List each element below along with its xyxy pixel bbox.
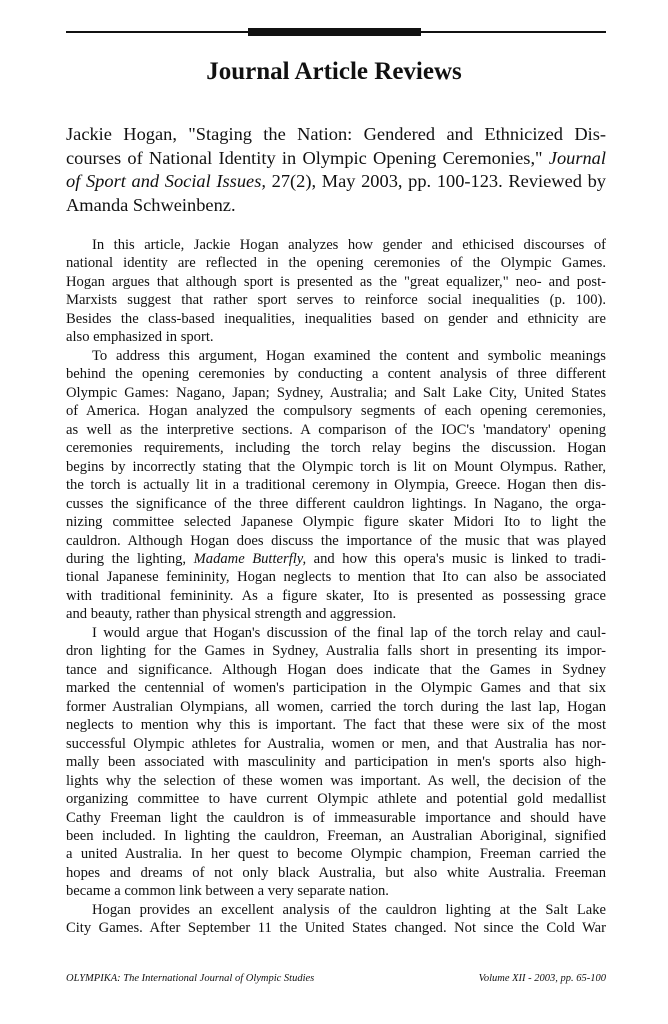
text-line: begins by incorrectly stating that the Olympic torch is lit on Mount Olympus. Rather, (66, 458, 606, 475)
text-line: Besides the class-based inequalities, inequalities based on gender and ethnicity are (66, 310, 606, 327)
paragraph-2 (66, 347, 606, 624)
text-line: To address this argument, Hogan examined the content and symbolic meanings (92, 347, 606, 364)
text-line: I would argue that Hogan's discussion of the final lap of the torch relay and caul- (92, 624, 606, 641)
page-title: Journal Article Reviews (206, 58, 462, 85)
text-line: Cathy Freeman light the cauldron is of immeasurable importance and should have (66, 809, 606, 826)
text-line: the torch is actually lit in a traditional ceremony in Olympia, Greece. Hogan then dis- (66, 477, 606, 494)
text-line: In this article, Jackie Hogan analyzes how gender and ethicised discourses of (92, 237, 606, 253)
text-line: marked the centennial of women's participation in the Olympic Games and that six (66, 680, 606, 697)
text-line: behind the opening ceremonies by conducting a content analysis of three different (66, 366, 606, 383)
text-line: with traditional femininity. As a figure skater, Ito is presented as possessing grace (66, 587, 606, 604)
text-line: became a common link between a very separate nation. (66, 883, 389, 900)
text-line: of America. Hogan analyzed the compulsory segments of each opening ceremonies, (66, 403, 606, 420)
text-line: City Games. After September 11 the United States changed. Not since the Cold War (66, 920, 606, 937)
text-line: and beauty, rather than physical strength and aggression. (66, 606, 397, 623)
text-fragment: and how this opera's music is linked to tradi- (306, 550, 606, 567)
text-line: neglects to mention why this is important. The fact that these were six of the most (66, 717, 606, 734)
text-line: dron lighting for the Games in Sydney, Australia falls short in presenting its impor- (66, 643, 606, 660)
text-line: ceremonies requirements, including the torch relay begins the discussion. Hogan (66, 440, 606, 457)
text-line: as well as the interpretive sections. A comparison of the IOC's 'mandatory' opening (66, 421, 606, 438)
text-line: nizing committee selected Japanese Olympic figure skater Midori Ito to light the (66, 514, 606, 531)
text-line: mally been associated with masculinity and participation in men's sports also high- (66, 754, 606, 771)
text-line: Hogan argues that although sport is presented as the "great equalizer," neo- and post- (66, 273, 606, 290)
article-citation (66, 123, 606, 217)
text-line: a united Australia. In her quest to become Olympic champion, Freeman carried the (66, 846, 606, 863)
text-line: hopes and dreams of not only black Australia, but also white Australia. Freeman (66, 864, 606, 881)
text-line: former Australian Olympians, all women, carried the torch during the last lap, Hogan (66, 698, 606, 715)
text-line: been included. In lighting the cauldron, Freeman, an Australian Aboriginal, signified (66, 828, 606, 844)
text-fragment: during the lighting, (66, 550, 194, 567)
text-line: lights why the selection of these women was important. As well, the decision of the (66, 772, 606, 789)
citation-details: 27(2), May 2003, pp. 100-123. Reviewed by Amanda Schweinbenz. (66, 171, 606, 215)
footer-volume: Volume XII - 2003, pp. 65-100 (478, 973, 606, 984)
text-line (66, 550, 606, 568)
opera-title: Madame Butterfly, (193, 550, 307, 567)
text-line: tional Japanese femininity, Hogan neglects to mention that Ito can also be associated (66, 569, 606, 586)
text-line: cusses the significance of the three different cauldron lightings. In Nagano, the orga- (66, 495, 606, 512)
header-rule-bar (248, 28, 421, 36)
text-line: successful Olympic athletes for Australia, women or men, and that Australia has nor- (66, 735, 606, 752)
text-line: national identity are reflected in the opening ceremonies of the Olympic Games. (66, 255, 606, 272)
footer-journal: OLYMPIKA: The International Journal of Olympic Studies (66, 973, 315, 984)
text-line: tance and significance. Although Hogan does indicate that the Games in Sydney (66, 661, 606, 678)
review-body (66, 236, 606, 938)
paragraph-4 (66, 901, 606, 938)
citation-text: Jackie Hogan, "Staging the Nation: Gendered and Ethnicized Dis-courses of National Identity in Olympic Opening Ceremonies," (66, 124, 606, 168)
paragraph-1 (66, 236, 606, 347)
text-line: Hogan provides an excellent analysis of the cauldron lighting at the Salt Lake (92, 901, 606, 918)
paragraph-3 (66, 624, 606, 901)
text-line: cauldron. Although Hogan does discuss the importance of the music that was played (66, 532, 606, 549)
text-line: Marxists suggest that rather sport serves to reinforce social inequalities (p. 100). (66, 292, 606, 309)
citation-journal: Journal of Sport and Social Issues, (66, 147, 606, 191)
text-line: also emphasized in sport. (66, 329, 214, 346)
text-line: organizing committee to have current Olympic athlete and potential gold medallist (66, 791, 606, 808)
page-footer (66, 973, 606, 984)
text-line: Olympic Games: Nagano, Japan; Sydney, Australia; and Salt Lake City, United States (66, 384, 606, 401)
